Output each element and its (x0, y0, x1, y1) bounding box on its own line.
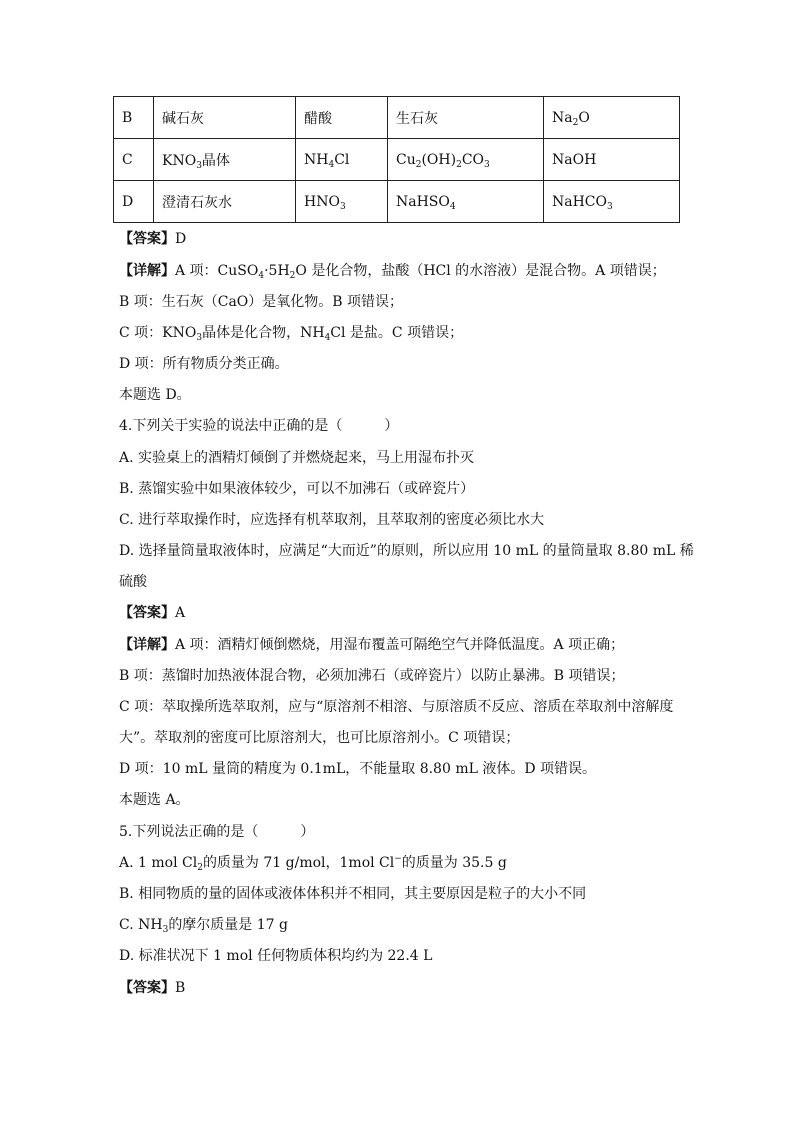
answer-line: 【答案】B (119, 980, 186, 996)
detail-line: C 项：$KNO_3$晶体是化合物，$NH_4Cl$ 是盐。C 项错误； (119, 325, 464, 343)
table-row (114, 139, 680, 181)
table-cell: $Na_2O$ (544, 97, 680, 139)
detail-line: D 项：10 mL 量筒的精度为 0.1mL，不能量取 8.80 mL 液体。D 项错误。 (119, 761, 597, 777)
question-stem: 4.下列关于实验的说法中正确的是（ ） (119, 418, 399, 434)
table-cell: NaOH (544, 139, 680, 181)
detail-line: C 项：萃取操所选萃取剂，应与“原溶剂不相溶、与原溶质不反应、溶质在萃取剂中溶解度 (119, 699, 674, 715)
option-c: C. $NH_3$的摩尔质量是 17 g (119, 917, 288, 935)
detail-line: 大”。萃取剂的密度可比原溶剂大，也可比原溶剂小。C 项错误； (119, 730, 520, 746)
table-cell: $KNO_3$晶体 (154, 139, 296, 181)
detail-line: B 项：蒸馏时加热液体混合物，必须加沸石（或碎瓷片）以防止暴沸。B 项错误； (119, 668, 625, 684)
table-cell: 碱石灰 (154, 97, 296, 139)
classification-table (113, 96, 680, 223)
table-cell: 生石灰 (388, 97, 544, 139)
option-d: D. 选择量筒量取液体时，应满足“大而近”的原则，所以应用 10 mL 的量筒量取 8.80 mL 稀 (119, 543, 694, 559)
detail-line: B 项：生石灰（CaO）是氧化物。B 项错误； (119, 294, 404, 310)
table-row (114, 97, 680, 139)
option-b: B. 相同物质的量的固体或液体体积并不相同，其主要原因是粒子的大小不同 (119, 886, 587, 902)
detail-line: 【详解】A 项：酒精灯倾倒燃烧，用湿布覆盖可隔绝空气并降低温度。A 项正确； (119, 637, 625, 653)
conclusion-line: 本题选 A。 (119, 792, 190, 808)
option-a: A. 1 mol $Cl_2$的质量为 71 g/mol，1mol Cl−的质量为 35.5 g (119, 854, 507, 873)
table-cell: 醋酸 (296, 97, 388, 139)
option-b: B. 蒸馏实验中如果液体较少，可以不加沸石（或碎瓷片） (119, 481, 475, 497)
table-cell: NaHCO$_3$ (544, 181, 680, 223)
table-cell: NaHSO$_4$ (388, 181, 544, 223)
table-cell: B (114, 97, 154, 139)
option-c: C. 进行萃取操作时，应选择有机萃取剂，且萃取剂的密度必须比水大 (119, 512, 545, 528)
table-cell: 澄清石灰水 (154, 181, 296, 223)
question-stem: 5.下列说法正确的是（ ） (119, 824, 315, 840)
table-cell: $Cu_2(OH)_2CO_3$ (388, 139, 544, 181)
answer-line: 【答案】D (119, 231, 187, 247)
table-cell: $NH_4Cl$ (296, 139, 388, 181)
option-a: A. 实验桌上的酒精灯倾倒了并燃烧起来，马上用湿布扑灭 (119, 450, 475, 466)
conclusion-line: 本题选 D。 (119, 387, 191, 403)
detail-line: D 项：所有物质分类正确。 (119, 356, 289, 372)
table-cell: C (114, 139, 154, 181)
answer-line: 【答案】A (119, 605, 186, 621)
option-d: D. 标准状况下 1 mol 任何物质体积均约为 22.4 L (119, 948, 433, 964)
table-cell: D (114, 181, 154, 223)
option-d-continued: 硫酸 (119, 574, 147, 590)
table-row (114, 181, 680, 223)
table-cell: $HNO_3$ (296, 181, 388, 223)
detail-line: 【详解】A 项：$CuSO_4\cdot 5H_2O$ 是化合物，盐酸（HCl 的水溶液）是混合物。A 项错误； (119, 263, 666, 281)
